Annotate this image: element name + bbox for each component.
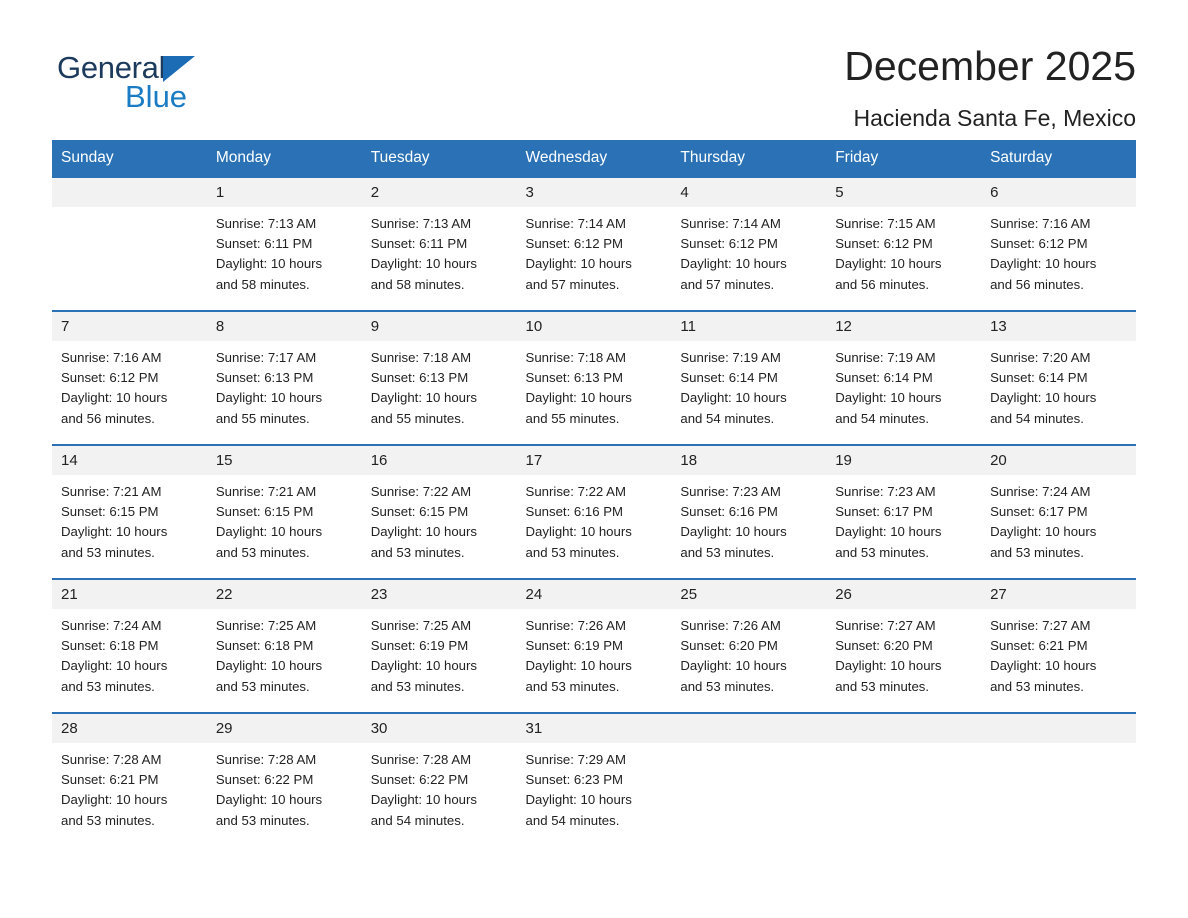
day-sun-info bbox=[52, 341, 207, 439]
day-cell-inner bbox=[517, 310, 672, 444]
day-number: 21 bbox=[52, 580, 207, 609]
calendar-day-cell[interactable] bbox=[826, 176, 981, 310]
day-number: 27 bbox=[981, 580, 1136, 609]
day-info-line: and 56 minutes. bbox=[990, 276, 1084, 292]
day-info-line: Daylight: 10 hours bbox=[990, 658, 1097, 674]
day-cell-inner bbox=[207, 176, 362, 310]
day-info-line: Sunset: 6:18 PM bbox=[215, 638, 314, 654]
day-info-line: and 54 minutes. bbox=[525, 812, 620, 828]
day-info-line: Sunrise: 7:25 AM bbox=[370, 618, 472, 633]
day-number: 6 bbox=[981, 178, 1136, 207]
day-number: 19 bbox=[826, 446, 981, 475]
day-info-line: Sunrise: 7:25 AM bbox=[215, 618, 317, 633]
day-cell-inner bbox=[981, 310, 1136, 444]
day-info-line: Sunset: 6:12 PM bbox=[680, 236, 778, 252]
day-info-line: Sunset: 6:12 PM bbox=[990, 236, 1088, 252]
day-cell-inner bbox=[517, 712, 672, 846]
day-cell-inner bbox=[826, 176, 981, 310]
day-sun-info bbox=[826, 341, 981, 439]
day-info-line: and 56 minutes. bbox=[61, 410, 155, 426]
day-info-line: Sunset: 6:14 PM bbox=[680, 370, 778, 386]
day-number: 18 bbox=[671, 446, 826, 475]
calendar-day-cell[interactable] bbox=[207, 444, 362, 578]
day-cell-inner bbox=[207, 310, 362, 444]
day-info-line: and 53 minutes. bbox=[680, 544, 775, 560]
day-sun-info bbox=[671, 609, 826, 707]
day-info-line: Sunrise: 7:18 AM bbox=[525, 350, 626, 365]
day-sun-info bbox=[517, 743, 672, 841]
day-cell-inner bbox=[52, 578, 207, 712]
day-cell-inner bbox=[981, 176, 1136, 310]
weekday-header-tuesday: Tuesday bbox=[362, 140, 517, 176]
day-number: 31 bbox=[517, 714, 672, 743]
day-info-line: Daylight: 10 hours bbox=[61, 792, 168, 808]
day-sun-info bbox=[207, 207, 362, 305]
day-number: 3 bbox=[517, 178, 672, 207]
day-cell-inner bbox=[517, 176, 672, 310]
day-sun-info bbox=[981, 207, 1136, 305]
day-info-line: Daylight: 10 hours bbox=[370, 792, 477, 808]
day-sun-info bbox=[671, 341, 826, 439]
day-cell-inner bbox=[362, 444, 517, 578]
day-info-line: Daylight: 10 hours bbox=[525, 256, 632, 272]
day-info-line: Sunrise: 7:24 AM bbox=[61, 618, 162, 633]
day-info-line: Sunset: 6:14 PM bbox=[835, 370, 933, 386]
day-info-line: Sunset: 6:15 PM bbox=[215, 504, 314, 520]
weekday-header-sunday: Sunday bbox=[52, 140, 207, 176]
day-cell-inner bbox=[671, 578, 826, 712]
day-number: 28 bbox=[52, 714, 207, 743]
day-info-line: Sunset: 6:23 PM bbox=[525, 772, 624, 788]
day-info-line: Sunrise: 7:19 AM bbox=[835, 350, 936, 365]
day-info-line: Daylight: 10 hours bbox=[215, 524, 323, 540]
day-cell-inner bbox=[671, 310, 826, 444]
day-info-line: Sunset: 6:21 PM bbox=[990, 638, 1088, 654]
day-info-line: and 54 minutes. bbox=[990, 410, 1084, 426]
day-info-line: Daylight: 10 hours bbox=[370, 524, 477, 540]
calendar-empty-cell bbox=[981, 712, 1136, 846]
calendar-table bbox=[52, 140, 1136, 846]
weekday-header-saturday: Saturday bbox=[981, 140, 1136, 176]
calendar-day-cell[interactable] bbox=[362, 310, 517, 444]
calendar-day-cell[interactable] bbox=[671, 310, 826, 444]
day-info-line: Sunrise: 7:13 AM bbox=[370, 216, 472, 231]
calendar-day-cell[interactable] bbox=[826, 444, 981, 578]
day-info-line: Sunrise: 7:15 AM bbox=[835, 216, 936, 231]
day-sun-info bbox=[517, 341, 672, 439]
day-info-line: Sunset: 6:11 PM bbox=[215, 236, 313, 252]
day-info-line: and 58 minutes. bbox=[215, 276, 310, 292]
calendar-week-row bbox=[52, 712, 1136, 846]
day-cell-inner bbox=[517, 444, 672, 578]
day-info-line: Daylight: 10 hours bbox=[215, 390, 323, 406]
day-sun-info bbox=[207, 743, 362, 841]
day-info-line: Daylight: 10 hours bbox=[835, 390, 942, 406]
calendar-day-cell[interactable] bbox=[826, 578, 981, 712]
calendar-week-row bbox=[52, 444, 1136, 578]
day-info-line: Daylight: 10 hours bbox=[990, 256, 1097, 272]
day-number bbox=[981, 714, 1136, 743]
day-info-line: Sunset: 6:19 PM bbox=[525, 638, 624, 654]
day-info-line: Sunrise: 7:16 AM bbox=[990, 216, 1091, 231]
day-info-line: and 53 minutes. bbox=[835, 544, 930, 560]
day-info-line: Sunset: 6:18 PM bbox=[61, 638, 159, 654]
day-sun-info bbox=[671, 207, 826, 305]
day-cell-inner bbox=[362, 310, 517, 444]
day-info-line: and 57 minutes. bbox=[525, 276, 620, 292]
day-info-line: Sunset: 6:12 PM bbox=[525, 236, 624, 252]
day-sun-info bbox=[981, 609, 1136, 707]
day-sun-info bbox=[362, 341, 517, 439]
day-info-line: and 53 minutes. bbox=[215, 812, 310, 828]
day-info-line: Sunrise: 7:29 AM bbox=[525, 752, 626, 767]
day-info-line: Daylight: 10 hours bbox=[525, 390, 632, 406]
day-info-line: Sunset: 6:12 PM bbox=[835, 236, 933, 252]
day-cell-inner bbox=[52, 712, 207, 846]
day-info-line: Sunrise: 7:23 AM bbox=[680, 484, 781, 499]
day-number: 8 bbox=[207, 312, 362, 341]
day-info-line: Sunset: 6:21 PM bbox=[61, 772, 159, 788]
calendar-day-cell[interactable] bbox=[517, 712, 672, 846]
day-info-line: Daylight: 10 hours bbox=[61, 658, 168, 674]
day-info-line: Daylight: 10 hours bbox=[990, 390, 1097, 406]
page-title: December 2025 bbox=[844, 43, 1136, 89]
day-info-line: Sunset: 6:19 PM bbox=[370, 638, 469, 654]
day-info-line: Sunrise: 7:14 AM bbox=[525, 216, 626, 231]
day-info-line: and 53 minutes. bbox=[835, 678, 930, 694]
day-info-line: Daylight: 10 hours bbox=[680, 390, 787, 406]
day-cell-inner bbox=[207, 444, 362, 578]
day-info-line: Sunrise: 7:16 AM bbox=[61, 350, 162, 365]
day-number: 24 bbox=[517, 580, 672, 609]
day-info-line: and 53 minutes. bbox=[370, 544, 465, 560]
day-sun-info bbox=[826, 609, 981, 707]
day-info-line: and 53 minutes. bbox=[370, 678, 465, 694]
day-info-line: Sunrise: 7:26 AM bbox=[525, 618, 626, 633]
day-sun-info bbox=[52, 475, 207, 573]
day-info-line: Daylight: 10 hours bbox=[215, 792, 323, 808]
title-block bbox=[844, 44, 1136, 132]
day-info-line: Daylight: 10 hours bbox=[215, 658, 323, 674]
day-info-line: Daylight: 10 hours bbox=[680, 524, 787, 540]
day-info-line: and 53 minutes. bbox=[990, 544, 1084, 560]
day-info-line: Sunset: 6:12 PM bbox=[61, 370, 159, 386]
day-cell-inner bbox=[671, 712, 826, 846]
day-info-line: Daylight: 10 hours bbox=[215, 256, 323, 272]
calendar-week-row bbox=[52, 578, 1136, 712]
day-sun-info bbox=[517, 609, 672, 707]
day-number: 20 bbox=[981, 446, 1136, 475]
day-info-line: and 54 minutes. bbox=[680, 410, 775, 426]
calendar-day-cell[interactable] bbox=[207, 176, 362, 310]
day-info-line: and 54 minutes. bbox=[370, 812, 465, 828]
day-number: 16 bbox=[362, 446, 517, 475]
day-sun-info bbox=[826, 475, 981, 573]
day-sun-info bbox=[671, 475, 826, 573]
day-number: 12 bbox=[826, 312, 981, 341]
day-sun-info bbox=[207, 341, 362, 439]
calendar-day-cell[interactable] bbox=[52, 578, 207, 712]
day-info-line: and 53 minutes. bbox=[61, 812, 155, 828]
calendar-body bbox=[52, 176, 1136, 846]
day-info-line: Sunset: 6:15 PM bbox=[61, 504, 159, 520]
day-sun-info bbox=[362, 207, 517, 305]
day-sun-info bbox=[981, 341, 1136, 439]
day-info-line: Sunrise: 7:22 AM bbox=[525, 484, 626, 499]
day-info-line: Daylight: 10 hours bbox=[680, 658, 787, 674]
day-cell-inner bbox=[207, 578, 362, 712]
day-info-line: Daylight: 10 hours bbox=[680, 256, 787, 272]
day-cell-inner bbox=[981, 712, 1136, 846]
day-sun-info bbox=[517, 475, 672, 573]
calendar-day-cell[interactable] bbox=[671, 578, 826, 712]
day-info-line: Sunrise: 7:22 AM bbox=[370, 484, 472, 499]
day-info-line: Sunset: 6:17 PM bbox=[990, 504, 1088, 520]
calendar-day-cell[interactable] bbox=[52, 310, 207, 444]
logo-text-blue: Blue bbox=[125, 79, 188, 114]
day-info-line: Sunrise: 7:28 AM bbox=[215, 752, 317, 767]
day-sun-info bbox=[362, 609, 517, 707]
location-subtitle: Hacienda Santa Fe, Mexico bbox=[853, 105, 1136, 132]
day-cell-inner bbox=[671, 444, 826, 578]
logo-text-general: General bbox=[57, 50, 166, 85]
calendar-day-cell[interactable] bbox=[981, 176, 1136, 310]
calendar-day-cell[interactable] bbox=[207, 712, 362, 846]
day-cell-inner bbox=[826, 444, 981, 578]
day-info-line: and 53 minutes. bbox=[61, 678, 155, 694]
day-cell-inner bbox=[826, 310, 981, 444]
calendar-day-cell[interactable] bbox=[517, 578, 672, 712]
day-number: 13 bbox=[981, 312, 1136, 341]
day-info-line: Sunrise: 7:26 AM bbox=[680, 618, 781, 633]
day-info-line: Sunset: 6:14 PM bbox=[990, 370, 1088, 386]
day-info-line: and 53 minutes. bbox=[215, 544, 310, 560]
day-cell-inner bbox=[517, 578, 672, 712]
day-sun-info bbox=[207, 475, 362, 573]
day-info-line: Sunrise: 7:14 AM bbox=[680, 216, 781, 231]
day-sun-info bbox=[981, 475, 1136, 573]
day-number: 26 bbox=[826, 580, 981, 609]
day-cell-inner bbox=[362, 712, 517, 846]
day-number: 25 bbox=[671, 580, 826, 609]
day-info-line: Daylight: 10 hours bbox=[835, 658, 942, 674]
day-info-line: Sunrise: 7:21 AM bbox=[215, 484, 317, 499]
day-sun-info bbox=[362, 475, 517, 573]
day-sun-info bbox=[52, 743, 207, 841]
day-info-line: Daylight: 10 hours bbox=[525, 524, 632, 540]
calendar-day-cell[interactable] bbox=[207, 578, 362, 712]
day-sun-info bbox=[517, 207, 672, 305]
day-info-line: Sunrise: 7:18 AM bbox=[370, 350, 472, 365]
day-number: 9 bbox=[362, 312, 517, 341]
day-info-line: Daylight: 10 hours bbox=[61, 390, 168, 406]
day-info-line: and 53 minutes. bbox=[680, 678, 775, 694]
day-info-line: Sunset: 6:11 PM bbox=[370, 236, 468, 252]
day-info-line: Daylight: 10 hours bbox=[370, 390, 477, 406]
day-info-line: Daylight: 10 hours bbox=[835, 524, 942, 540]
day-info-line: Sunrise: 7:27 AM bbox=[990, 618, 1091, 633]
calendar-day-cell[interactable] bbox=[826, 310, 981, 444]
day-sun-info bbox=[826, 207, 981, 305]
calendar-day-cell[interactable] bbox=[981, 444, 1136, 578]
day-info-line: and 53 minutes. bbox=[990, 678, 1084, 694]
weekday-header-row bbox=[52, 140, 1136, 176]
day-info-line: Sunset: 6:20 PM bbox=[835, 638, 933, 654]
day-info-line: Sunset: 6:13 PM bbox=[525, 370, 624, 386]
day-number: 30 bbox=[362, 714, 517, 743]
day-number: 11 bbox=[671, 312, 826, 341]
calendar-day-cell[interactable] bbox=[671, 444, 826, 578]
day-info-line: Sunrise: 7:27 AM bbox=[835, 618, 936, 633]
day-sun-info bbox=[207, 609, 362, 707]
day-info-line: Daylight: 10 hours bbox=[370, 256, 477, 272]
day-cell-inner bbox=[362, 176, 517, 310]
day-number: 5 bbox=[826, 178, 981, 207]
day-number: 15 bbox=[207, 446, 362, 475]
day-info-line: and 55 minutes. bbox=[370, 410, 465, 426]
day-info-line: Daylight: 10 hours bbox=[525, 658, 632, 674]
weekday-header-monday: Monday bbox=[207, 140, 362, 176]
day-cell-inner bbox=[981, 578, 1136, 712]
day-info-line: and 53 minutes. bbox=[61, 544, 155, 560]
day-info-line: Sunrise: 7:23 AM bbox=[835, 484, 936, 499]
day-info-line: and 53 minutes. bbox=[525, 678, 620, 694]
day-number: 14 bbox=[52, 446, 207, 475]
page-header bbox=[0, 0, 1188, 140]
day-number: 10 bbox=[517, 312, 672, 341]
day-info-line: Sunset: 6:22 PM bbox=[370, 772, 469, 788]
day-info-line: and 56 minutes. bbox=[835, 276, 930, 292]
calendar-empty-cell bbox=[671, 712, 826, 846]
calendar-day-cell[interactable] bbox=[981, 310, 1136, 444]
day-cell-inner bbox=[981, 444, 1136, 578]
day-info-line: Sunrise: 7:13 AM bbox=[215, 216, 317, 231]
day-info-line: Daylight: 10 hours bbox=[835, 256, 942, 272]
day-number: 17 bbox=[517, 446, 672, 475]
calendar-empty-cell bbox=[826, 712, 981, 846]
day-info-line: Sunset: 6:13 PM bbox=[215, 370, 314, 386]
day-info-line: Daylight: 10 hours bbox=[61, 524, 168, 540]
calendar-day-cell[interactable] bbox=[517, 444, 672, 578]
day-sun-info bbox=[52, 609, 207, 707]
day-number bbox=[52, 178, 207, 207]
weekday-header-friday: Friday bbox=[826, 140, 981, 176]
calendar-day-cell[interactable] bbox=[207, 310, 362, 444]
day-number: 2 bbox=[362, 178, 517, 207]
day-cell-inner bbox=[52, 444, 207, 578]
day-cell-inner bbox=[52, 176, 207, 310]
day-info-line: Sunrise: 7:17 AM bbox=[215, 350, 317, 365]
day-number: 22 bbox=[207, 580, 362, 609]
calendar-day-cell[interactable] bbox=[671, 176, 826, 310]
day-info-line: and 57 minutes. bbox=[680, 276, 775, 292]
day-info-line: Sunrise: 7:28 AM bbox=[370, 752, 472, 767]
day-sun-info bbox=[362, 743, 517, 841]
day-number: 1 bbox=[207, 178, 362, 207]
day-cell-inner bbox=[362, 578, 517, 712]
calendar-day-cell[interactable] bbox=[362, 444, 517, 578]
weekday-header-thursday: Thursday bbox=[671, 140, 826, 176]
day-cell-inner bbox=[52, 310, 207, 444]
day-info-line: Sunset: 6:16 PM bbox=[680, 504, 778, 520]
generalblue-logo bbox=[57, 52, 195, 112]
day-cell-inner bbox=[207, 712, 362, 846]
day-cell-inner bbox=[826, 712, 981, 846]
day-info-line: and 55 minutes. bbox=[215, 410, 310, 426]
day-info-line: Sunset: 6:15 PM bbox=[370, 504, 469, 520]
day-info-line: Daylight: 10 hours bbox=[525, 792, 632, 808]
day-info-line: and 54 minutes. bbox=[835, 410, 930, 426]
day-info-line: Sunset: 6:13 PM bbox=[370, 370, 469, 386]
calendar-day-cell[interactable] bbox=[52, 444, 207, 578]
day-number: 29 bbox=[207, 714, 362, 743]
day-number: 7 bbox=[52, 312, 207, 341]
calendar-week-row bbox=[52, 310, 1136, 444]
calendar-empty-cell bbox=[52, 176, 207, 310]
day-info-line: Sunset: 6:16 PM bbox=[525, 504, 624, 520]
day-info-line: and 55 minutes. bbox=[525, 410, 620, 426]
day-info-line: Daylight: 10 hours bbox=[370, 658, 477, 674]
day-info-line: Sunrise: 7:20 AM bbox=[990, 350, 1091, 365]
day-info-line: Sunrise: 7:24 AM bbox=[990, 484, 1091, 499]
calendar-day-cell[interactable] bbox=[362, 578, 517, 712]
calendar-week-row bbox=[52, 176, 1136, 310]
day-info-line: Sunset: 6:17 PM bbox=[835, 504, 933, 520]
day-number bbox=[671, 714, 826, 743]
day-info-line: Daylight: 10 hours bbox=[990, 524, 1097, 540]
day-info-line: and 58 minutes. bbox=[370, 276, 465, 292]
calendar-day-cell[interactable] bbox=[362, 712, 517, 846]
day-info-line: Sunset: 6:20 PM bbox=[680, 638, 778, 654]
day-info-line: and 53 minutes. bbox=[215, 678, 310, 694]
day-info-line: Sunset: 6:22 PM bbox=[215, 772, 314, 788]
calendar-day-cell[interactable] bbox=[981, 578, 1136, 712]
calendar-day-cell[interactable] bbox=[517, 310, 672, 444]
calendar-day-cell[interactable] bbox=[52, 712, 207, 846]
day-number: 4 bbox=[671, 178, 826, 207]
day-number bbox=[826, 714, 981, 743]
day-cell-inner bbox=[671, 176, 826, 310]
calendar-day-cell[interactable] bbox=[362, 176, 517, 310]
day-info-line: Sunrise: 7:21 AM bbox=[61, 484, 162, 499]
day-number: 23 bbox=[362, 580, 517, 609]
day-info-line: Sunrise: 7:28 AM bbox=[61, 752, 162, 767]
weekday-header-wednesday: Wednesday bbox=[517, 140, 672, 176]
day-info-line: Sunrise: 7:19 AM bbox=[680, 350, 781, 365]
day-info-line: and 53 minutes. bbox=[525, 544, 620, 560]
calendar-day-cell[interactable] bbox=[517, 176, 672, 310]
day-cell-inner bbox=[826, 578, 981, 712]
